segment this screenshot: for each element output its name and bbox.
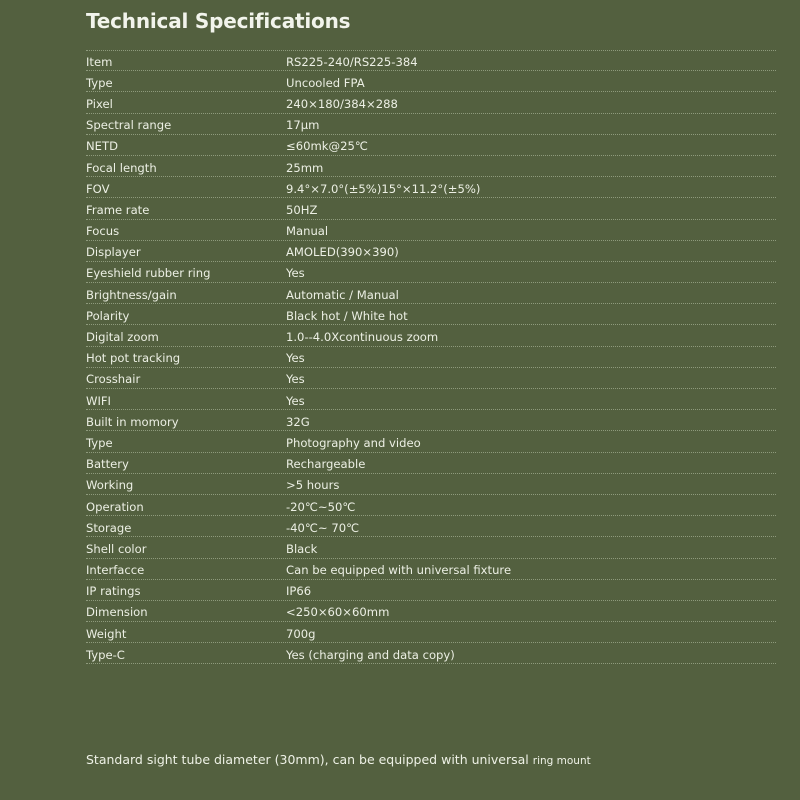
spec-row xyxy=(86,71,776,92)
spec-row xyxy=(86,135,776,156)
spec-label: Polarity xyxy=(86,308,130,323)
spec-label: Storage xyxy=(86,520,132,535)
spec-value: 700g xyxy=(286,626,316,641)
spec-value: 32G xyxy=(286,414,310,429)
spec-value: >5 hours xyxy=(286,478,340,493)
spec-label: Hot pot tracking xyxy=(86,351,181,366)
spec-row xyxy=(86,283,776,304)
spec-value: Yes (charging and data copy) xyxy=(286,647,455,662)
spec-value: Rechargeable xyxy=(286,457,366,472)
spec-label: Weight xyxy=(86,626,127,641)
spec-value: -20℃~50℃ xyxy=(286,499,356,514)
spec-row xyxy=(86,474,776,495)
spec-row xyxy=(86,410,776,431)
spec-row xyxy=(86,220,776,241)
spec-label: WIFI xyxy=(86,393,111,408)
footnote-main: Standard sight tube diameter (30mm), can be equipped with universal xyxy=(86,752,533,767)
footnote-tail: ring mount xyxy=(532,755,591,767)
spec-row xyxy=(86,325,776,346)
spec-label: Built in momory xyxy=(86,414,179,429)
page-title: Technical Specifications xyxy=(86,9,351,33)
spec-value: Can be equipped with universal fixture xyxy=(286,563,512,578)
spec-row xyxy=(86,114,776,135)
spec-row xyxy=(86,389,776,410)
spec-value: AMOLED(390×390) xyxy=(286,245,399,260)
spec-row xyxy=(86,262,776,283)
spec-value: RS225-240/RS225-384 xyxy=(286,55,418,70)
spec-value: 50HZ xyxy=(286,202,318,217)
spec-row xyxy=(86,431,776,452)
spec-row xyxy=(86,198,776,219)
spec-value: Manual xyxy=(286,224,329,239)
spec-label: Working xyxy=(86,478,134,493)
spec-value: -40℃~ 70℃ xyxy=(286,520,360,535)
spec-label: Pixel xyxy=(86,96,113,111)
spec-value: Photography and video xyxy=(286,435,421,450)
spec-label: Focus xyxy=(86,224,120,239)
spec-row xyxy=(86,156,776,177)
spec-row xyxy=(86,50,776,71)
spec-row xyxy=(86,622,776,643)
spec-value: 17μm xyxy=(286,118,320,133)
spec-row xyxy=(86,516,776,537)
spec-label: Displayer xyxy=(86,245,141,260)
spec-label: Spectral range xyxy=(86,118,172,133)
spec-row xyxy=(86,241,776,262)
spec-row xyxy=(86,559,776,580)
spec-row xyxy=(86,304,776,325)
spec-row xyxy=(86,643,776,664)
spec-value: Black hot / White hot xyxy=(286,308,408,323)
footnote xyxy=(86,752,591,767)
spec-value: 1.0--4.0Xcontinuous zoom xyxy=(286,330,439,345)
spec-row xyxy=(86,368,776,389)
spec-label: Item xyxy=(86,55,113,70)
spec-value: Automatic / Manual xyxy=(286,287,399,302)
spec-label: Dimension xyxy=(86,605,148,620)
spec-value: IP66 xyxy=(286,584,312,599)
spec-value: 25mm xyxy=(286,160,324,175)
spec-row xyxy=(86,601,776,622)
spec-label: Crosshair xyxy=(86,372,141,387)
spec-row xyxy=(86,347,776,368)
spec-label: Type xyxy=(86,75,113,90)
spec-label: Interfacce xyxy=(86,563,145,578)
spec-row xyxy=(86,580,776,601)
spec-row xyxy=(86,495,776,516)
spec-label: Type xyxy=(86,435,113,450)
spec-row xyxy=(86,92,776,113)
spec-label: Battery xyxy=(86,457,129,472)
spec-value: Yes xyxy=(286,266,305,281)
spec-label: FOV xyxy=(86,181,110,196)
spec-row xyxy=(86,177,776,198)
spec-label: Operation xyxy=(86,499,144,514)
spec-value: Uncooled FPA xyxy=(286,75,365,90)
spec-value: Yes xyxy=(286,393,305,408)
spec-table xyxy=(86,50,776,664)
spec-label: Digital zoom xyxy=(86,330,159,345)
spec-value: <250×60×60mm xyxy=(286,605,390,620)
spec-label: Eyeshield rubber ring xyxy=(86,266,211,281)
spec-value: 9.4°×7.0°(±5%)15°×11.2°(±5%) xyxy=(286,181,481,196)
spec-label: Brightness/gain xyxy=(86,287,177,302)
spec-label: Frame rate xyxy=(86,202,150,217)
spec-value: ≤60mk@25℃ xyxy=(286,139,368,154)
spec-value: 240×180/384×288 xyxy=(286,96,398,111)
spec-label: Shell color xyxy=(86,541,147,556)
spec-label: NETD xyxy=(86,139,119,154)
spec-row xyxy=(86,537,776,558)
spec-value: Black xyxy=(286,541,318,556)
spec-label: Type-C xyxy=(86,647,125,662)
spec-label: Focal length xyxy=(86,160,157,175)
spec-value: Yes xyxy=(286,351,305,366)
spec-row xyxy=(86,453,776,474)
spec-value: Yes xyxy=(286,372,305,387)
spec-label: IP ratings xyxy=(86,584,141,599)
